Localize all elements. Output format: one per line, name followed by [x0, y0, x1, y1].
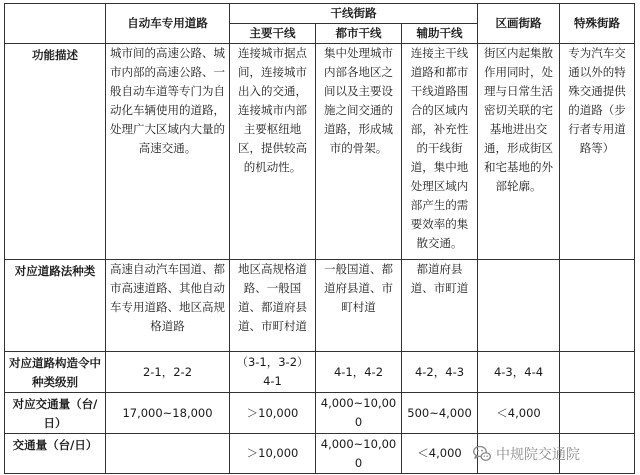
- table-cell: 一般国道、都道府县道、市町村道: [316, 260, 402, 352]
- table-cell: [478, 260, 560, 352]
- table-cell: 4-2，4-3: [402, 352, 478, 393]
- row-label: 对应交通量（台/日）: [5, 393, 106, 434]
- row-label: 对应道路构造令中种类级别: [5, 352, 106, 393]
- header-trunk-group: 干线街路: [230, 4, 478, 24]
- table-cell: 4-1，4-2: [316, 352, 402, 393]
- corner-cell: [5, 4, 106, 44]
- row-label: 功能描述: [5, 44, 106, 260]
- table-cell: 连接城市据点间，连接城市出入的交通，连接城市内部主要枢纽地区，提供较高的机动性。: [230, 44, 316, 260]
- table-cell: ＞10,000: [230, 393, 316, 434]
- table-cell: 4,000~10,000: [316, 393, 402, 434]
- header-auto-road: 自动车专用道路: [106, 4, 230, 44]
- watermark-text: 中规院交通院: [496, 447, 580, 463]
- table-cell: ＜4,000: [402, 434, 478, 474]
- table-cell: 4-3，4-4: [478, 352, 560, 393]
- table-cell: 专为汽车交通以外的特殊交通提供的道路（步行者专用道路等）: [560, 44, 635, 260]
- table-cell: [106, 434, 230, 474]
- table-cell: [560, 352, 635, 393]
- table-cell: 集中处理城市内部各地区之间以及主要设施之间交通的道路，形成城市的骨架。: [316, 44, 402, 260]
- table-cell: 2-1，2-2: [106, 352, 230, 393]
- table-row: [5, 260, 635, 352]
- header-aux-trunk: 辅助干线: [402, 24, 478, 44]
- table-cell: [560, 260, 635, 352]
- row-label: 交通量（台/日）: [5, 434, 106, 474]
- header-city-trunk: 都市干线: [316, 24, 402, 44]
- table-cell: 4,000~10,000: [316, 434, 402, 474]
- table-row: [5, 352, 635, 393]
- table-cell: [560, 393, 635, 434]
- watermark: [472, 442, 580, 466]
- table-cell: 城市间的高速公路、城市内部的高速公路、一般自动车道等专门为自动化车辆使用的道路，处理广大区域内大量的高速交通。: [106, 44, 230, 260]
- table-cell: 17,000~18,000: [106, 393, 230, 434]
- header-district-street: 区画街路: [478, 4, 560, 44]
- table-cell: 街区内起集散作用同时，处理与日常生活密切关联的宅基地进出交通，形成街区和宅基地的外部轮廓。: [478, 44, 560, 260]
- wechat-icon: [472, 444, 492, 464]
- table-cell: 连接主干线道路和都市干线道路围合的区域内部，补充性的干线街道，集中地处理区域内部产生的需要效率的集散交通。: [402, 44, 478, 260]
- road-classification-table: [4, 3, 635, 474]
- table-cell: ＞10,000: [230, 434, 316, 474]
- table-row: [5, 393, 635, 434]
- table-cell: 高速自动汽车国道、都市高速道路、其他自动车专用道路、地区高规格道路: [106, 260, 230, 352]
- table-cell: 500~4,000: [402, 393, 478, 434]
- table-row: [5, 44, 635, 260]
- row-label: 对应道路法种类: [5, 260, 106, 352]
- header-special-street: 特殊街路: [560, 4, 635, 44]
- header-main-trunk: 主要干线: [230, 24, 316, 44]
- table-cell: ＜4,000: [478, 393, 560, 434]
- table-cell: （3-1，3-2）4-1: [230, 352, 316, 393]
- table-cell: 地区高规格道路、一般国道、都道府县道、市町村道: [230, 260, 316, 352]
- table-cell: 都道府县道、市町道: [402, 260, 478, 352]
